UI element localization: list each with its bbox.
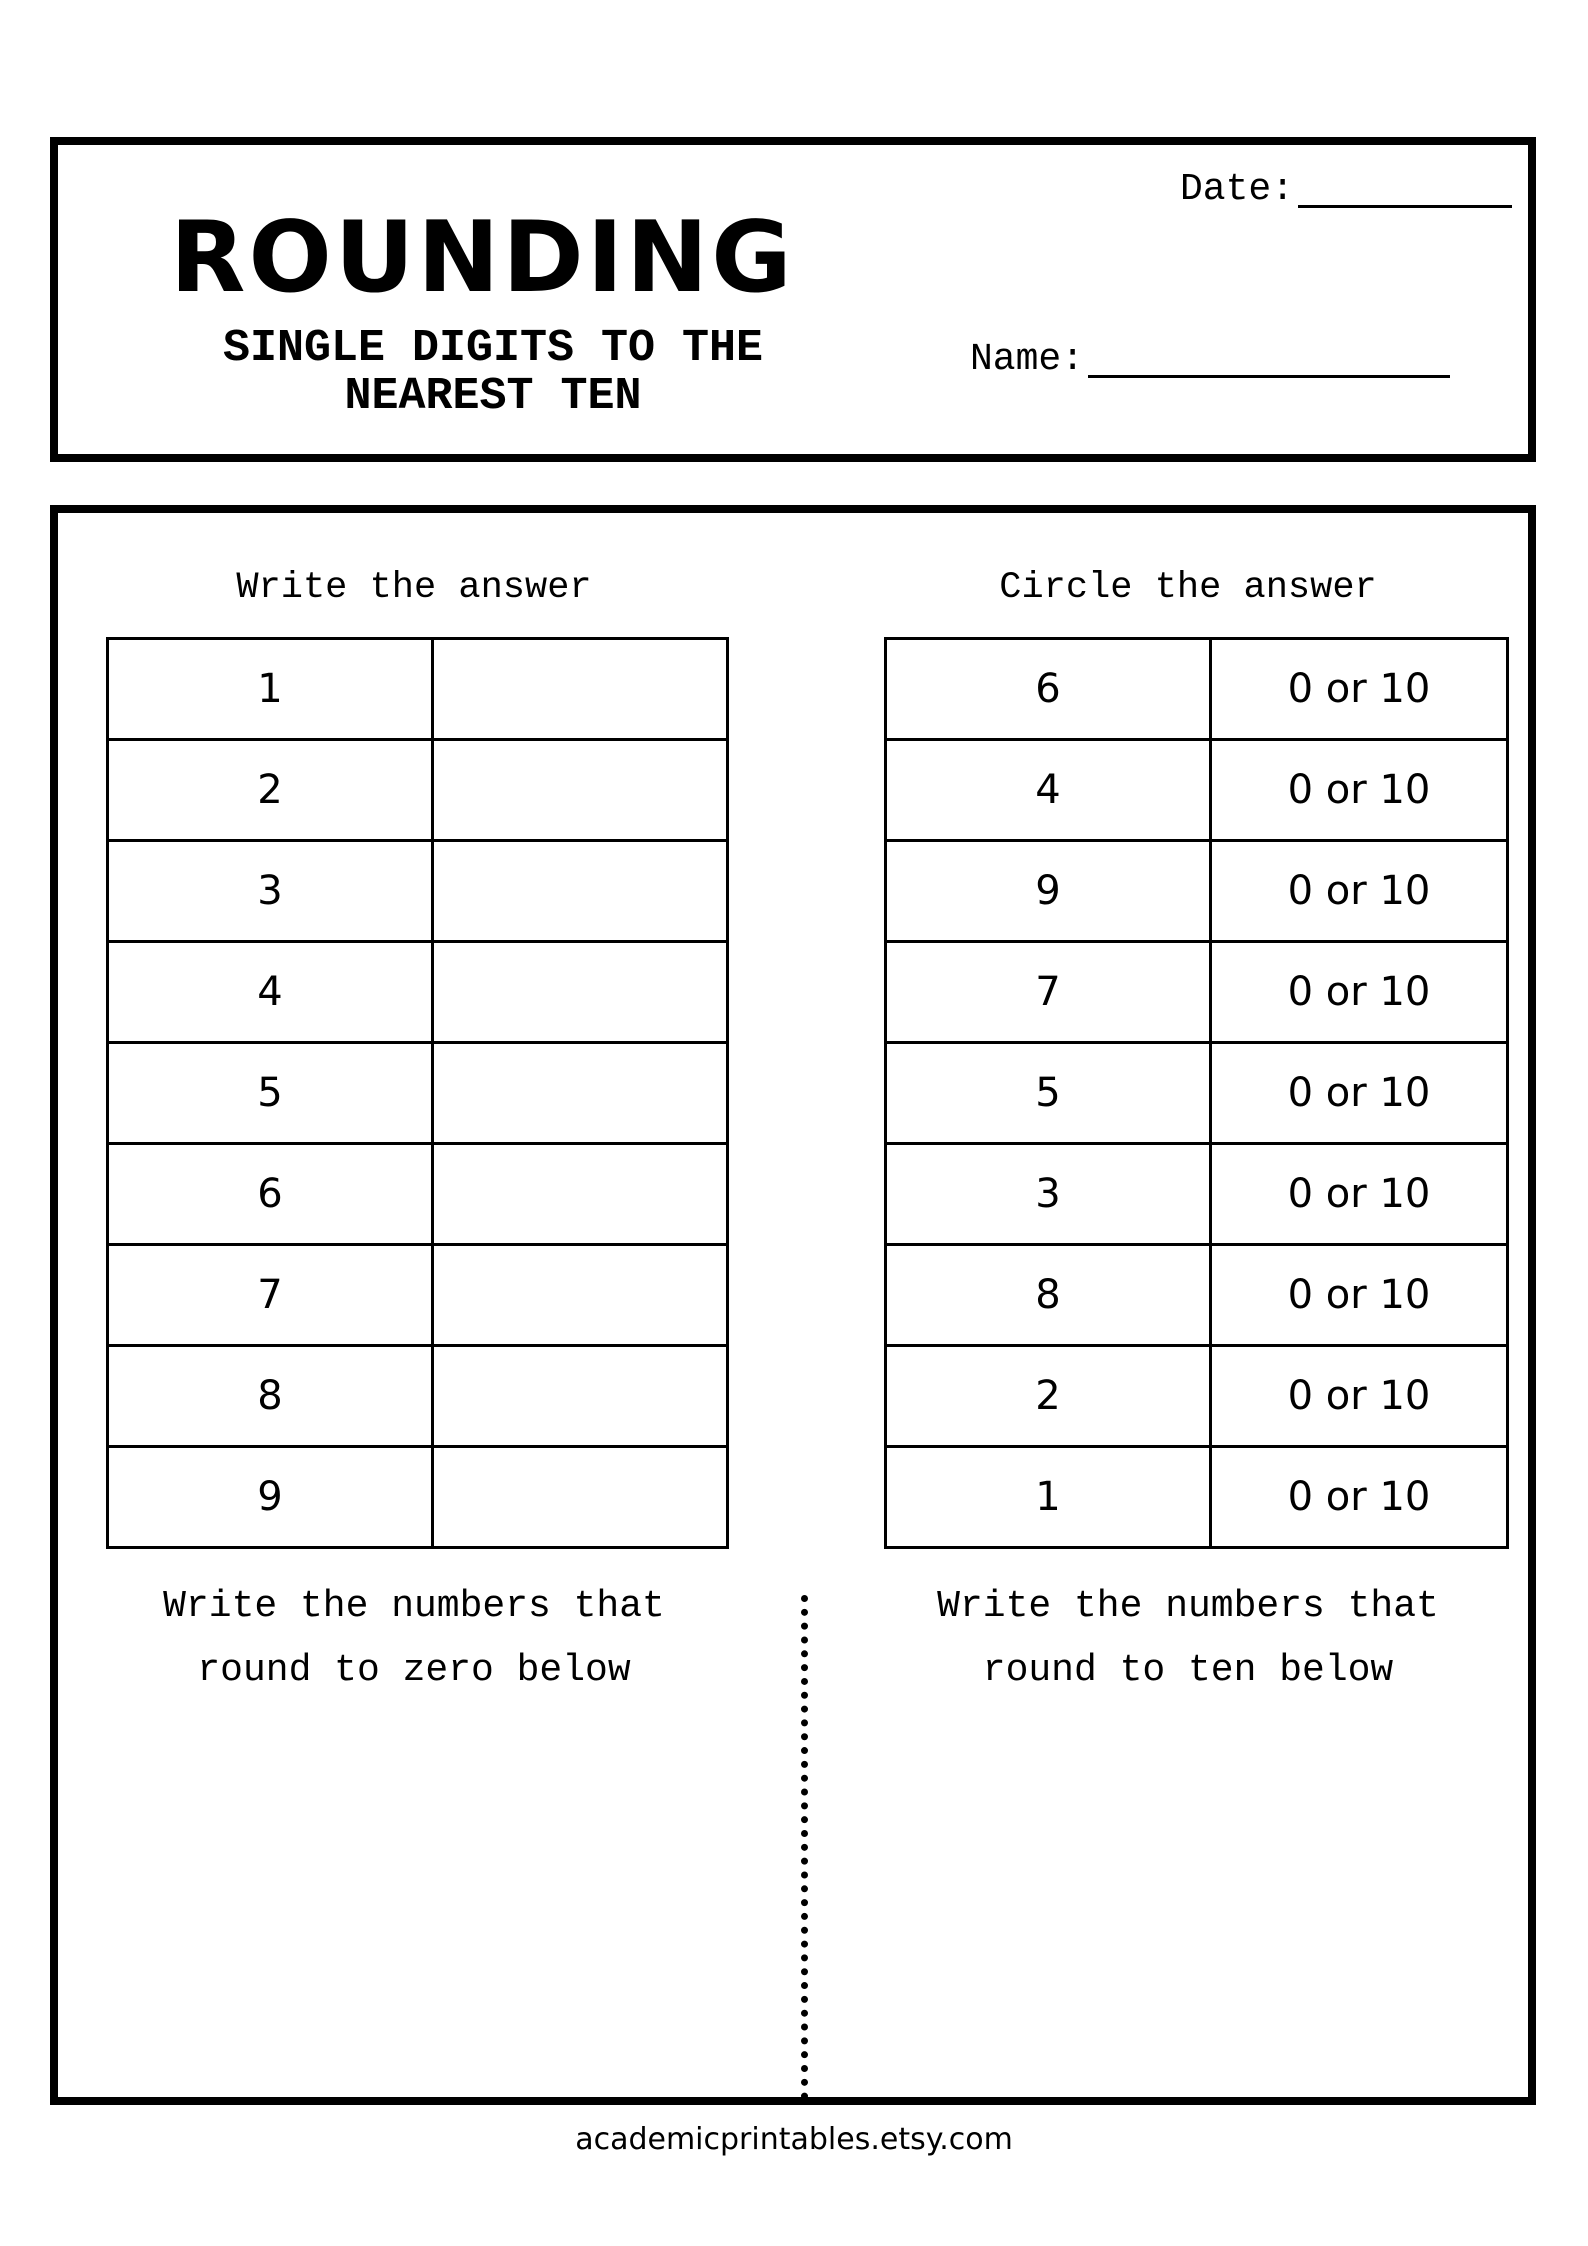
name-field (970, 340, 1450, 380)
answer-cell[interactable] (433, 1245, 728, 1346)
table-row (886, 1346, 1508, 1447)
number-cell: 3 (108, 841, 433, 942)
answer-cell[interactable] (433, 1144, 728, 1245)
table-row (108, 1144, 728, 1245)
choice-cell[interactable]: 0 or 10 (1211, 639, 1508, 740)
write-answer-table (106, 637, 729, 1549)
subtitle-line-1: SINGLE DIGITS TO THE (222, 323, 764, 374)
table-row (886, 1447, 1508, 1548)
table-row (108, 841, 728, 942)
choice-cell[interactable]: 0 or 10 (1211, 841, 1508, 942)
choice-cell[interactable]: 0 or 10 (1211, 1447, 1508, 1548)
right-section-label: Circle the answer (999, 567, 1377, 609)
answer-cell[interactable] (433, 1346, 728, 1447)
table-row (108, 1043, 728, 1144)
round-to-zero-line-1: Write the numbers that (163, 1585, 665, 1628)
table-row (886, 740, 1508, 841)
table-row (886, 1043, 1508, 1144)
name-label: Name: (970, 338, 1085, 381)
answer-cell[interactable] (433, 740, 728, 841)
table-row (886, 1245, 1508, 1346)
round-to-zero-line-2: round to zero below (197, 1649, 631, 1692)
table-row (886, 942, 1508, 1043)
number-cell: 4 (886, 740, 1211, 841)
number-cell: 6 (886, 639, 1211, 740)
choice-cell[interactable]: 0 or 10 (1211, 942, 1508, 1043)
date-field (1180, 170, 1512, 210)
number-cell: 7 (886, 942, 1211, 1043)
footer-url: academicprintables.etsy.com (575, 2122, 1013, 2157)
round-to-ten-instruction (888, 1575, 1488, 1703)
table-row (108, 740, 728, 841)
round-to-ten-line-2: round to ten below (982, 1649, 1394, 1692)
answer-cell[interactable] (433, 639, 728, 740)
worksheet-subtitle (153, 325, 833, 421)
worksheet-title: ROUNDING (170, 201, 795, 315)
left-section-label: Write the answer (236, 567, 592, 609)
number-cell: 4 (108, 942, 433, 1043)
table-row (108, 1447, 728, 1548)
name-input-line[interactable] (1088, 375, 1450, 378)
number-cell: 5 (886, 1043, 1211, 1144)
number-cell: 9 (886, 841, 1211, 942)
choice-cell[interactable]: 0 or 10 (1211, 1245, 1508, 1346)
answer-cell[interactable] (433, 942, 728, 1043)
number-cell: 5 (108, 1043, 433, 1144)
number-cell: 2 (886, 1346, 1211, 1447)
choice-cell[interactable]: 0 or 10 (1211, 740, 1508, 841)
answer-cell[interactable] (433, 1447, 728, 1548)
dotted-divider (801, 1595, 808, 2100)
choice-cell[interactable]: 0 or 10 (1211, 1043, 1508, 1144)
answer-cell[interactable] (433, 1043, 728, 1144)
number-cell: 8 (108, 1346, 433, 1447)
choice-cell[interactable]: 0 or 10 (1211, 1346, 1508, 1447)
number-cell: 7 (108, 1245, 433, 1346)
circle-answer-table (884, 637, 1509, 1549)
number-cell: 1 (108, 639, 433, 740)
subtitle-line-2: NEAREST TEN (344, 371, 642, 422)
number-cell: 8 (886, 1245, 1211, 1346)
worksheet-body (50, 505, 1536, 2105)
date-input-line[interactable] (1298, 205, 1512, 208)
number-cell: 2 (108, 740, 433, 841)
table-row (108, 639, 728, 740)
table-row (108, 1346, 728, 1447)
table-row (108, 1245, 728, 1346)
table-row (886, 1144, 1508, 1245)
date-label: Date: (1180, 168, 1295, 211)
table-row (886, 639, 1508, 740)
header-box (50, 137, 1536, 462)
round-to-ten-line-1: Write the numbers that (937, 1585, 1439, 1628)
choice-cell[interactable]: 0 or 10 (1211, 1144, 1508, 1245)
table-row (886, 841, 1508, 942)
number-cell: 9 (108, 1447, 433, 1548)
number-cell: 1 (886, 1447, 1211, 1548)
answer-cell[interactable] (433, 841, 728, 942)
table-row (108, 942, 728, 1043)
number-cell: 3 (886, 1144, 1211, 1245)
number-cell: 6 (108, 1144, 433, 1245)
round-to-zero-instruction (114, 1575, 714, 1703)
